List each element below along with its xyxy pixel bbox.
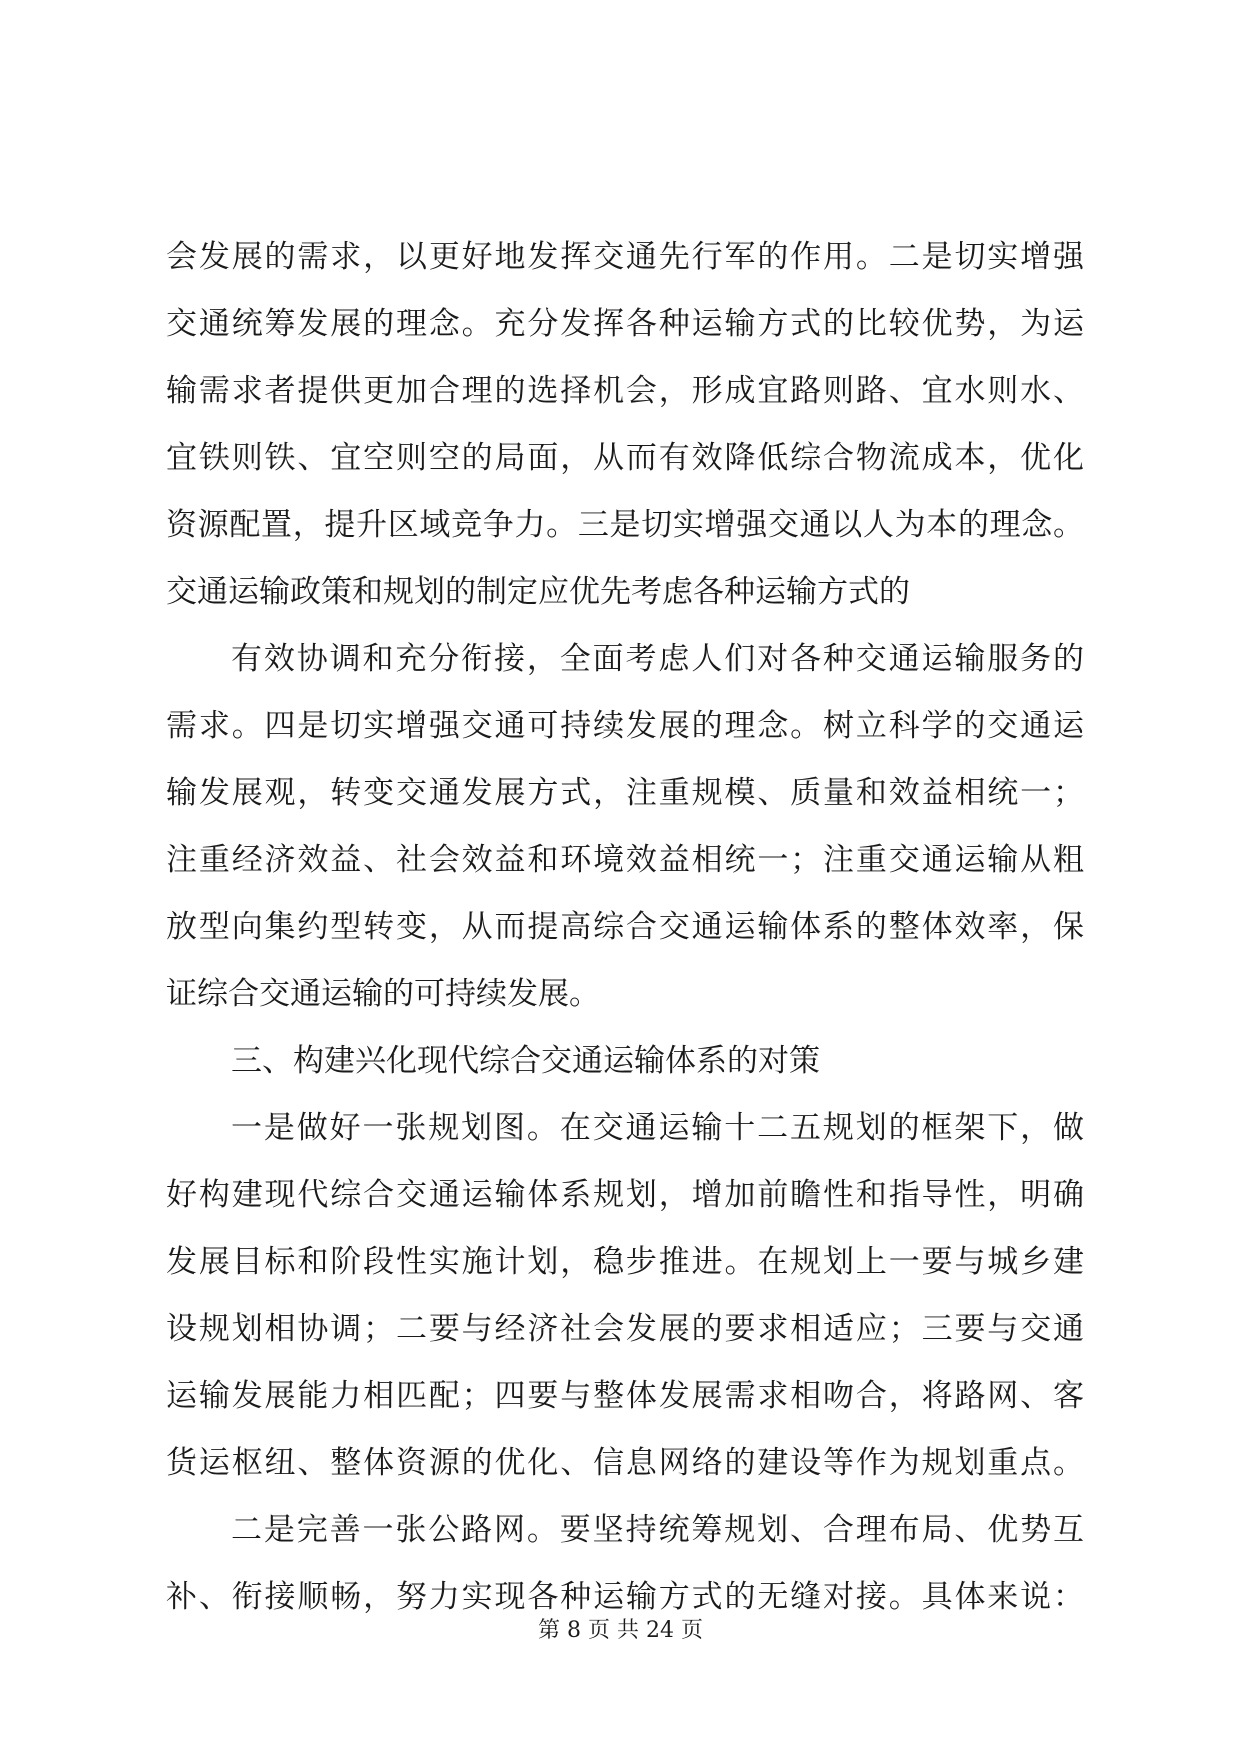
text-line: 一是做好一张规划图。在交通运输十二五规划的框架下，做 [231,1110,1084,1146]
text-line: 需求。四是切实增强交通可持续发展的理念。树立科学的交通运 [166,708,1084,744]
text-line: 交通运输政策和规划的制定应优先考虑各种运输方式的 [166,574,910,610]
text-line: 宜铁则铁、宜空则空的局面，从而有效降低综合物流成本，优化 [166,440,1084,476]
section-heading: 三、构建兴化现代综合交通运输体系的对策 [231,1043,820,1079]
text-line: 注重经济效益、社会效益和环境效益相统一；注重交通运输从粗 [166,842,1084,878]
text-line: 资源配置，提升区域竞争力。三是切实增强交通以人为本的理念。 [166,507,1084,543]
text-line: 有效协调和充分衔接，全面考虑人们对各种交通运输服务的 [231,641,1084,677]
text-line: 会发展的需求，以更好地发挥交通先行军的作用。二是切实增强 [166,239,1084,275]
text-line: 证综合交通运输的可持续发展。 [166,976,600,1012]
text-line: 交通统筹发展的理念。充分发挥各种运输方式的比较优势，为运 [166,306,1084,342]
text-line: 运输发展能力相匹配；四要与整体发展需求相吻合，将路网、客 [166,1378,1084,1414]
text-line: 输需求者提供更加合理的选择机会，形成宜路则路、宜水则水、 [166,373,1084,409]
text-line: 二是完善一张公路网。要坚持统筹规划、合理布局、优势互 [231,1512,1084,1548]
text-line: 放型向集约型转变，从而提高综合交通运输体系的整体效率，保 [166,909,1084,945]
page-number: 第 8 页 共 24 页 [538,1618,703,1643]
text-line: 发展目标和阶段性实施计划，稳步推进。在规划上一要与城乡建 [166,1244,1084,1280]
text-line: 输发展观，转变交通发展方式，注重规模、质量和效益相统一； [166,775,1084,811]
text-line: 货运枢纽、整体资源的优化、信息网络的建设等作为规划重点。 [166,1445,1084,1481]
text-line: 好构建现代综合交通运输体系规划，增加前瞻性和指导性，明确 [166,1177,1084,1213]
text-line: 补、衔接顺畅，努力实现各种运输方式的无缝对接。具体来说： [166,1579,1084,1615]
text-line: 设规划相协调；二要与经济社会发展的要求相适应；三要与交通 [166,1311,1084,1347]
body-text [166,224,1084,1631]
